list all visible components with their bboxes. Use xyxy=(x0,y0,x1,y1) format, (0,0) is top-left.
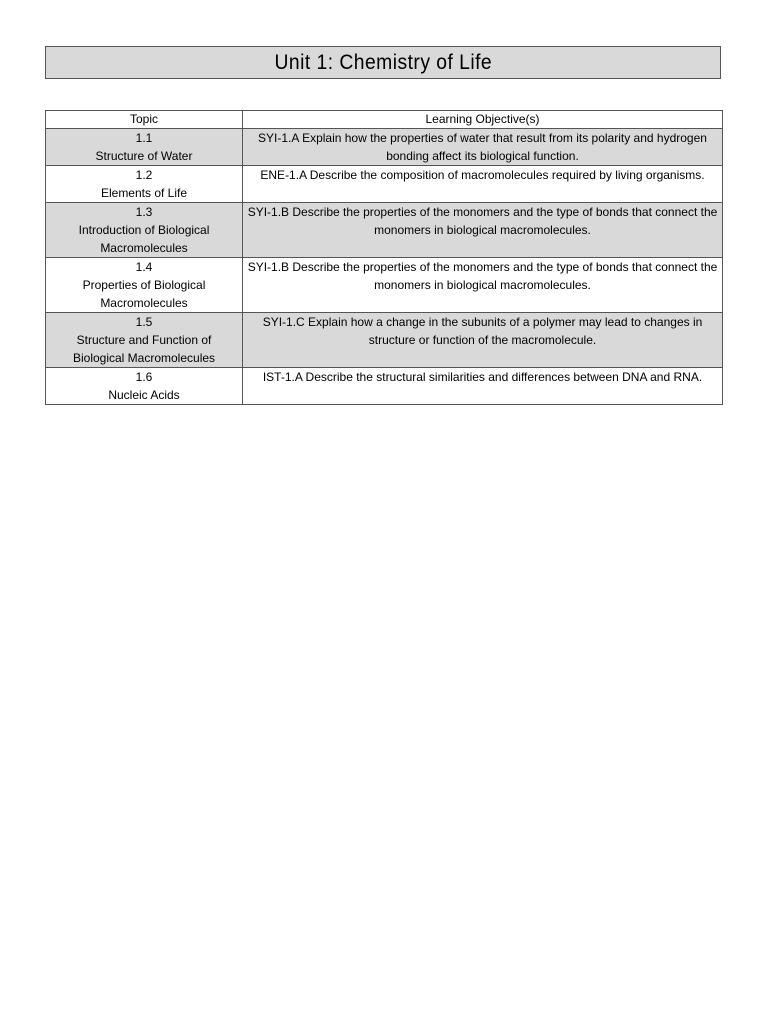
objective-cell xyxy=(243,313,723,368)
topic-name: Nucleic Acids xyxy=(108,388,180,402)
topic-cell xyxy=(46,203,243,258)
topic-name: Structure of Water xyxy=(95,149,193,163)
topic-number: 1.4 xyxy=(135,260,153,274)
table-row xyxy=(46,203,723,258)
objective-text: SYI-1.B Describe the properties of the monomers and the type of bonds that connect the monomers in biological macromolecules. xyxy=(247,260,718,292)
topic-cell xyxy=(46,313,243,368)
objective-text: SYI-1.C Explain how a change in the subunits of a polymer may lead to changes in structure or function of the macromolecule. xyxy=(262,315,703,347)
table-row xyxy=(46,129,723,166)
topic-cell xyxy=(46,258,243,313)
topic-name: Properties of Biological Macromolecules xyxy=(82,278,206,310)
objective-cell xyxy=(243,129,723,166)
objective-cell xyxy=(243,166,723,203)
topic-number: 1.1 xyxy=(135,131,153,145)
learning-objectives-table xyxy=(45,110,723,405)
table-row xyxy=(46,258,723,313)
table-row xyxy=(46,166,723,203)
objective-text: SYI-1.B Describe the properties of the monomers and the type of bonds that connect the monomers in biological macromolecules. xyxy=(247,205,718,237)
objective-cell xyxy=(243,203,723,258)
unit-title-banner xyxy=(45,46,721,79)
topic-cell xyxy=(46,166,243,203)
objective-cell xyxy=(243,258,723,313)
topic-cell xyxy=(46,129,243,166)
topic-number: 1.3 xyxy=(135,205,153,219)
topic-number: 1.2 xyxy=(135,168,153,182)
topic-name: Structure and Function of Biological Macromolecules xyxy=(72,333,216,365)
objective-cell xyxy=(243,368,723,405)
topic-number: 1.6 xyxy=(135,370,153,384)
header-topic: Topic xyxy=(46,111,243,129)
table-header-row xyxy=(46,111,723,129)
table-row xyxy=(46,368,723,405)
objective-text: IST-1.A Describe the structural similarities and differences between DNA and RNA. xyxy=(262,370,703,384)
table-row xyxy=(46,313,723,368)
topic-name: Introduction of Biological Macromolecules xyxy=(78,223,210,255)
objective-text: SYI-1.A Explain how the properties of water that result from its polarity and hydrogen bonding affect its biological function. xyxy=(258,131,707,163)
objective-text: ENE-1.A Describe the composition of macromolecules required by living organisms. xyxy=(260,168,705,182)
page-title: Unit 1: Chemistry of Life xyxy=(274,50,492,74)
topic-number: 1.5 xyxy=(135,315,153,329)
topic-cell xyxy=(46,368,243,405)
header-learning-objectives: Learning Objective(s) xyxy=(243,111,723,129)
topic-name: Elements of Life xyxy=(100,186,188,200)
